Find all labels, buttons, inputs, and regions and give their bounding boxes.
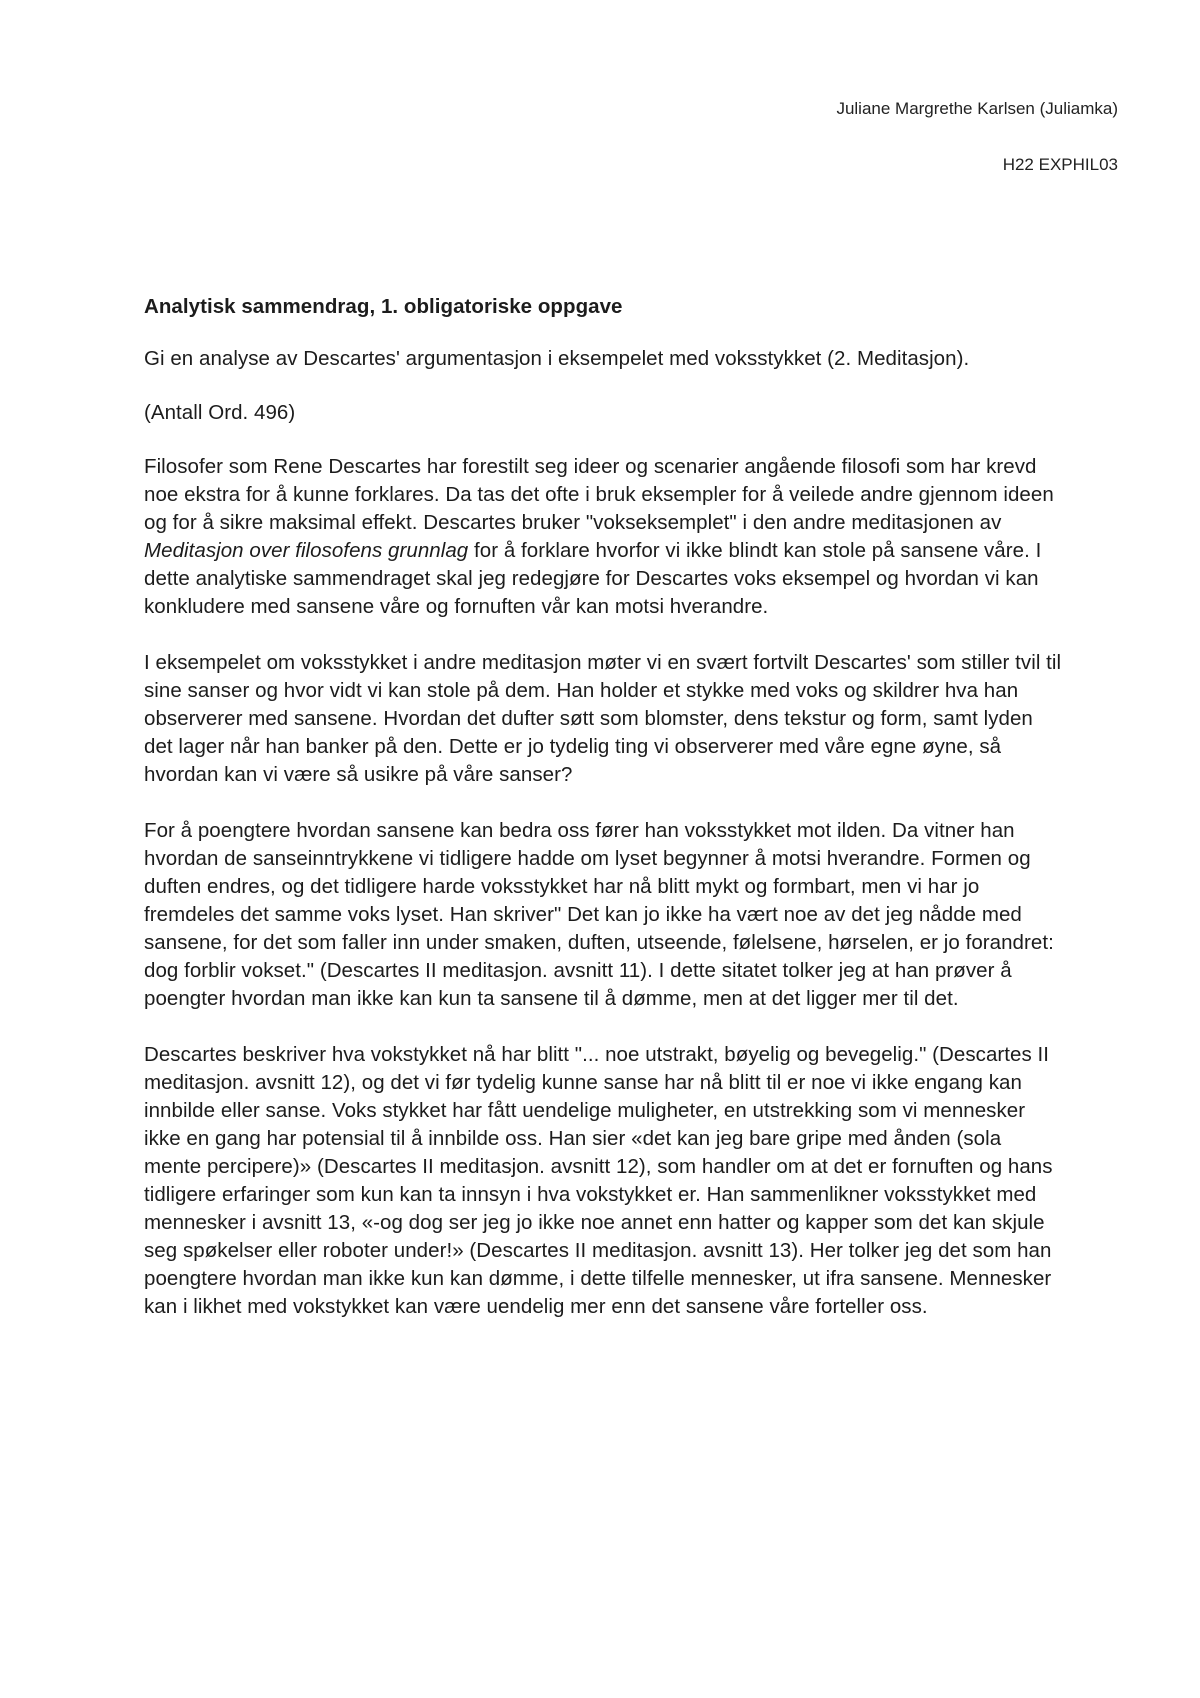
document-body — [144, 293, 1064, 1349]
paragraph-wax-observation: I eksempelet om voksstykket i andre meditasjon møter vi en svært fortvilt Descartes' som stiller tvil til sine sanser og hvor vidt vi kan stole på dem. Han holder et stykke med voks og skildrer hva han observerer med sansene. Hvordan det dufter søtt som blomster, dens tekstur og form, samt lyden det lager når han banker på den. Dette er jo tydelig ting vi observerer med våre egne øyne, så hvordan kan vi være så usikre på våre sanser? — [144, 651, 1062, 786]
book-title-italic: Meditasjon over filosofens grunnlag — [144, 539, 469, 562]
paragraph-intro-text-start: Filosofer som Rene Descartes har forestilt seg ideer og scenarier angående filosofi som har krevd noe ekstra for å kunne forklares. Da tas det ofte i bruk eksempler for å veilede andre gjennom ideen og for å sikre maksimal effekt. Descartes bruker "vokseksemplet" i den andre meditasjonen av — [144, 455, 1054, 534]
paragraph-wax-extension: Descartes beskriver hva vokstykket nå har blitt "... noe utstrakt, bøyelig og bevegelig." (Descartes II meditasjon. avsnitt 12), og det vi før tydelig kunne sanse har nå blitt til er noe vi ikke engang kan innbilde eller sanse. Voks stykket har fått uendelige muligheter, en utstrekking som vi mennesker ikke en gang har potensial til å innbilde oss. Han sier «det kan jeg bare gripe med ånden (sola mente percipere)» (Descartes II meditasjon. avsnitt 12), som handler om at det er fornuften og hans tidligere erfaringer som kun kan ta innsyn i hva vokstykket er. Han sammenlikner voksstykket med mennesker i avsnitt 13, «-og dog ser jeg jo ikke noe annet enn hatter og kapper som det kan skjule seg spøkelser eller roboter under!» (Descartes II meditasjon. avsnitt 13). Her tolker jeg det som han poengtere hvordan man ikke kun kan dømme, i dette tilfelle mennesker, ut ifra sansene. Mennesker kan i likhet med vokstykket kan være uendelig mer enn det sansene våre forteller oss. — [144, 1043, 1053, 1318]
word-count: (Antall Ord. 496) — [144, 401, 296, 424]
paragraph-intro-text-end: for å forklare hvorfor vi ikke blindt kan stole på sansene våre. I dette analytiske sammendraget skal jeg redegjøre for Descartes voks eksempel og hvordan vi kan konkludere med sansene våre og fornuften vår kan motsi hverandre. — [144, 539, 1042, 618]
paragraph-intro — [144, 453, 1064, 621]
paragraph-wax-fire: For å poengtere hvordan sansene kan bedra oss fører han voksstykket mot ilden. Da vitner han hvordan de sanseinntrykkene vi tidligere hadde om lyset begynner å motsi hverandre. Formen og duften endres, og det tidligere harde voksstykket har nå blitt mykt og formbart, men vi har jo fremdeles det samme voks lyset. Han skriver" Det kan jo ikke ha vært noe av det jeg nådde med sansene, for det som faller inn under smaken, duften, utseende, følelsene, hørselen, er jo forandret: dog forblir vokset." (Descartes II meditasjon. avsnitt 11). I dette sitatet tolker jeg at han prøver å poengter hvordan man ikke kan kun ta sansene til å dømme, men at det ligger mer til det. — [144, 819, 1054, 1010]
course-code: H22 EXPHIL03 — [1002, 155, 1118, 174]
author-name: Juliane Margrethe Karlsen (Juliamka) — [836, 99, 1118, 118]
assignment-question: Gi en analyse av Descartes' argumentasjon i eksempelet med voksstykket (2. Meditasjon). — [144, 347, 970, 370]
document-header — [836, 98, 1118, 176]
document-title: Analytisk sammendrag, 1. obligatoriske oppgave — [144, 295, 623, 318]
